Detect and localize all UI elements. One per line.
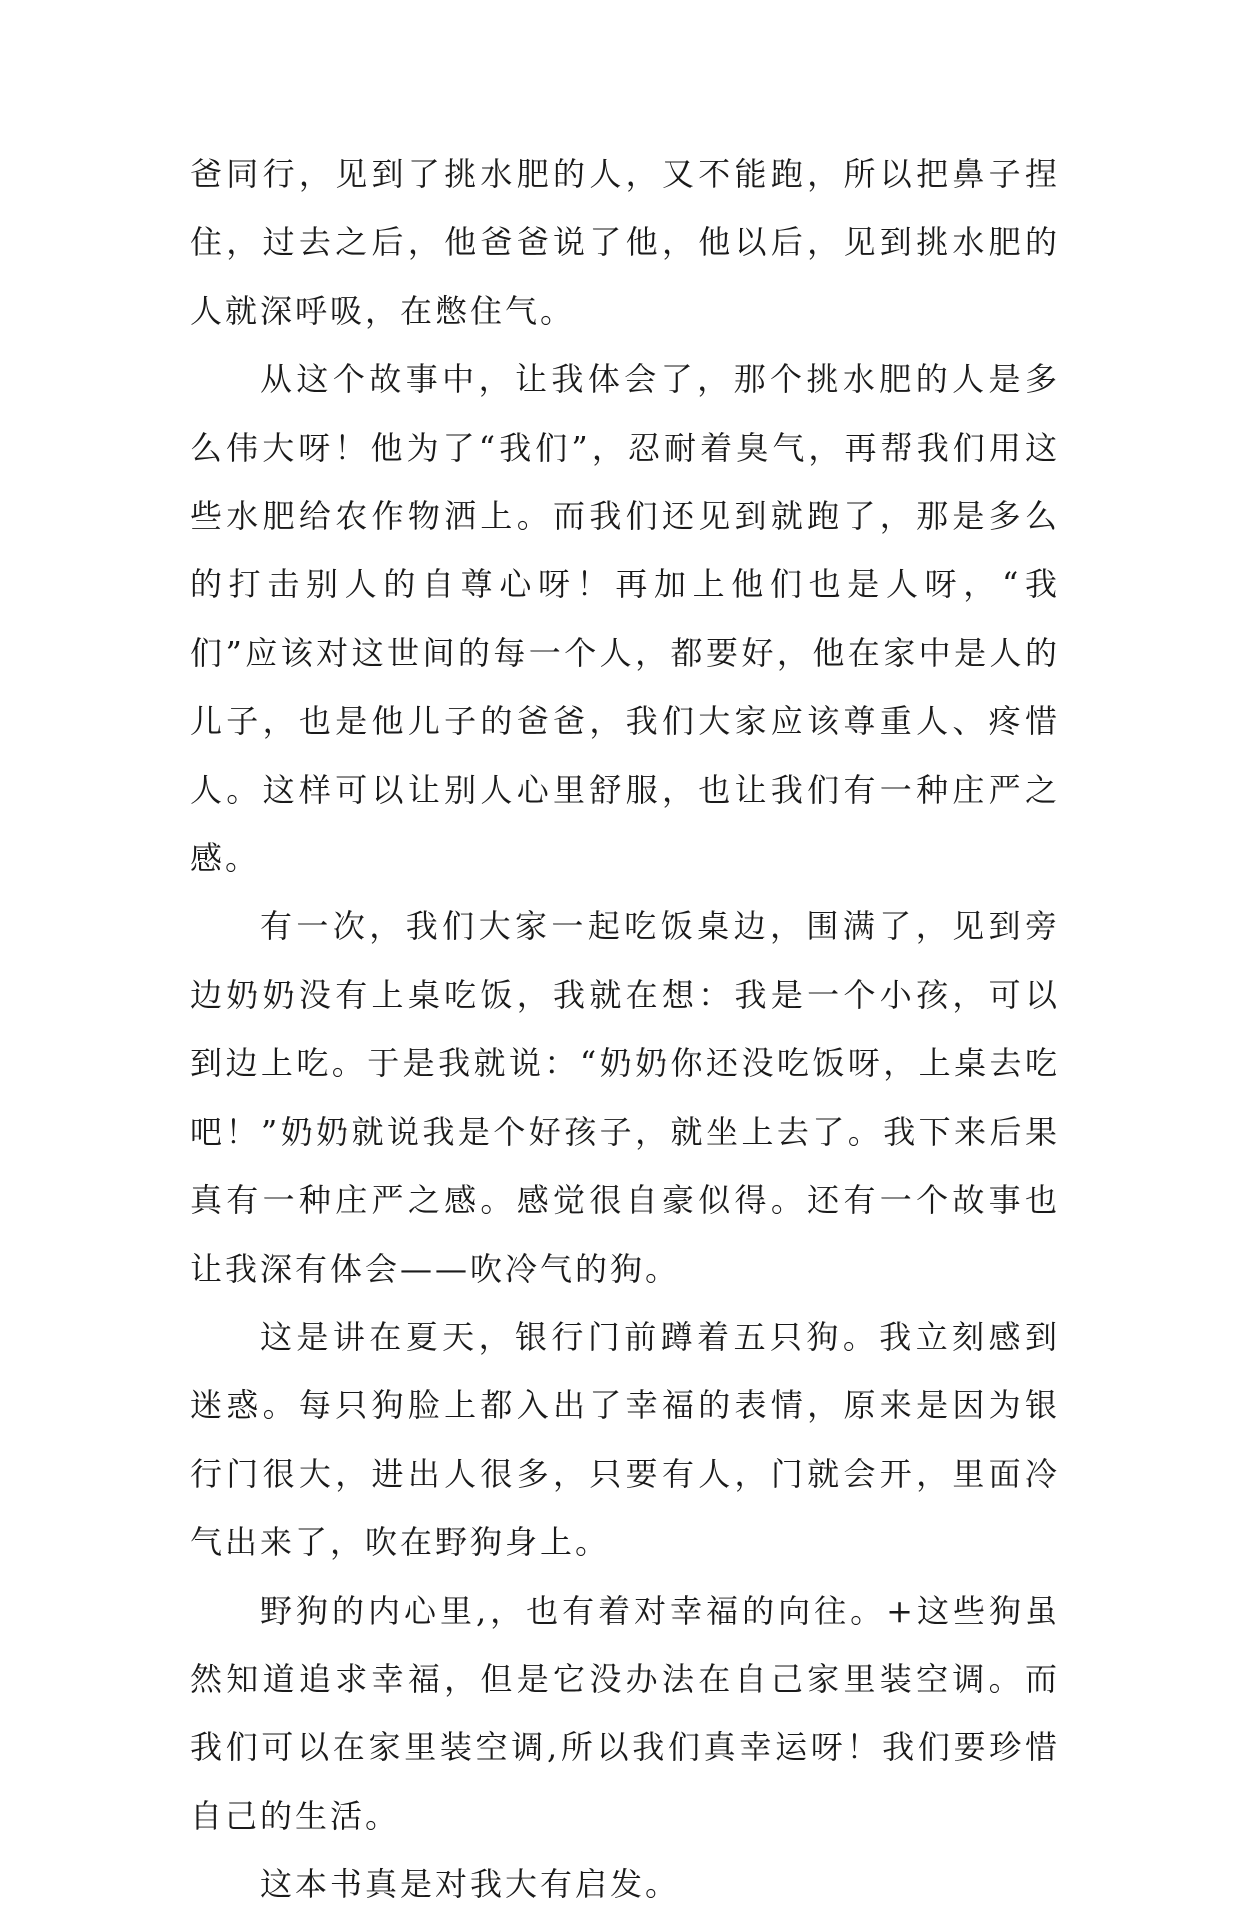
paragraph-3: 有一次，我们大家一起吃饭桌边，围满了，见到旁边奶奶没有上桌吃饭，我就在想：我是一个小孩，可以到边上吃。于是我就说：“奶奶你还没吃饭呀，上桌去吃吧！”奶奶就说我是个好孩子，就坐上去了。我下来后果真有一种庄严之感。感觉很自豪似得。还有一个故事也让我深有体会——吹冷气的狗。	[190, 907, 1060, 1288]
paragraph-6: 这本书真是对我大有启发。	[260, 1865, 681, 1904]
paragraph-4: 这是讲在夏天，银行门前蹲着五只狗。我立刻感到迷惑。每只狗脸上都入出了幸福的表情，原来是因为银行门很大，进出人很多，只要有人，门就会开，里面冷气出来了，吹在野狗身上。	[190, 1317, 1060, 1562]
document-page	[190, 140, 1060, 1919]
paragraph-1: 爸同行，见到了挑水肥的人，又不能跑，所以把鼻子捏住，过去之后，他爸爸说了他，他以后，见到挑水肥的人就深呼吸，在憋住气。	[190, 155, 1060, 330]
paragraph-5: 野狗的内心里,，也有着对幸福的向往。+这些狗虽然知道追求幸福，但是它没办法在自己家里装空调。而我们可以在家里装空调,所以我们真幸运呀！我们要珍惜自己的生活。	[190, 1591, 1060, 1835]
paragraph-2: 从这个故事中，让我体会了，那个挑水肥的人是多么伟大呀！他为了“我们”，忍耐着臭气，再帮我们用这些水肥给农作物洒上。而我们还见到就跑了，那是多么的打击别人的自尊心呀！再加上他们也是人呀，“我们”应该对这世间的每一个人，都要好，他在家中是人的儿子，也是他儿子的爸爸，我们大家应该尊重人、疼惜人。这样可以让别人心里舒服，也让我们有一种庄严之感。	[190, 360, 1060, 878]
